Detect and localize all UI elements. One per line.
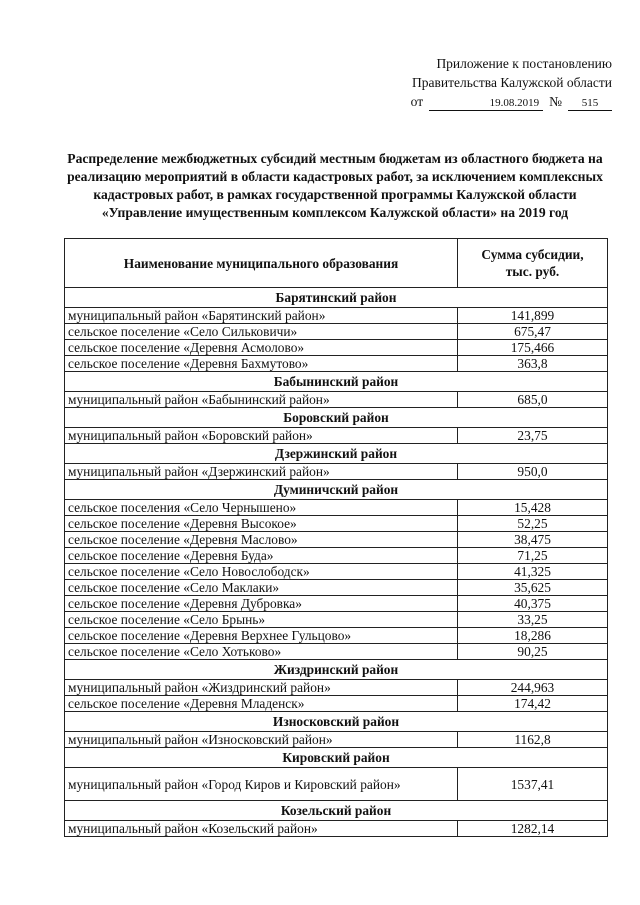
column-header-amount: [458, 239, 608, 288]
district-row: [65, 408, 608, 428]
district-row: [65, 288, 608, 308]
table-row: [65, 580, 608, 596]
district-name: Бабынинский район: [65, 372, 608, 392]
district-name: Кировский район: [65, 748, 608, 768]
municipality-name: муниципальный район «Жиздринский район»: [65, 680, 458, 696]
subsidy-amount: 52,25: [458, 516, 608, 532]
subsidy-amount: 1537,41: [458, 768, 608, 801]
municipality-name: сельское поселение «Село Маклаки»: [65, 580, 458, 596]
municipality-name: муниципальный район «Козельский район»: [65, 821, 458, 837]
municipality-name: муниципальный район «Износковский район»: [65, 732, 458, 748]
district-name: Жиздринский район: [65, 660, 608, 680]
subsidy-amount: 71,25: [458, 548, 608, 564]
table-row: [65, 732, 608, 748]
municipality-name: сельское поселение «Село Сильковичи»: [65, 324, 458, 340]
municipality-name: муниципальный район «Город Киров и Кировский район»: [65, 768, 458, 801]
subsidy-amount: 174,42: [458, 696, 608, 712]
district-name: Дзержинский район: [65, 444, 608, 464]
district-row: [65, 372, 608, 392]
table-row: [65, 768, 608, 801]
table-row: [65, 680, 608, 696]
municipality-name: сельское поселение «Деревня Дубровка»: [65, 596, 458, 612]
table-row: [65, 356, 608, 372]
subsidy-amount: 175,466: [458, 340, 608, 356]
municipality-name: сельское поселение «Деревня Маслово»: [65, 532, 458, 548]
district-row: [65, 712, 608, 732]
table-row: [65, 516, 608, 532]
table-row: [65, 308, 608, 324]
document-title: Распределение межбюджетных субсидий местным бюджетам из областного бюджета на реализацию мероприятий в области кадастровых работ, за исключением комплексных кадастровых работ, в рамках государственной программы Калужской области «Управление имущественным комплексом Калужской области» на 2019 год: [67, 151, 603, 220]
subsidy-amount: 950,0: [458, 464, 608, 480]
table-row: [65, 500, 608, 516]
district-row: [65, 748, 608, 768]
table-row: [65, 340, 608, 356]
subsidy-amount: 141,899: [458, 308, 608, 324]
from-label: от: [410, 94, 424, 109]
subsidy-amount: 363,8: [458, 356, 608, 372]
subsidy-amount: 15,428: [458, 500, 608, 516]
municipality-name: сельское поселения «Село Чернышено»: [65, 500, 458, 516]
column-header-amount-line2: тыс. руб.: [505, 264, 560, 279]
table-row: [65, 628, 608, 644]
district-row: [65, 444, 608, 464]
subsidy-amount: 244,963: [458, 680, 608, 696]
subsidy-amount: 33,25: [458, 612, 608, 628]
column-header-name: Наименование муниципального образования: [65, 239, 458, 288]
table-body: [65, 288, 608, 837]
subsidy-amount: 41,325: [458, 564, 608, 580]
table-row: [65, 464, 608, 480]
decree-reference: [380, 92, 612, 111]
district-name: Думиничский район: [65, 480, 608, 500]
municipality-name: сельское поселение «Село Новослободск»: [65, 564, 458, 580]
table-header-row: [65, 239, 608, 288]
subsidy-amount: 1282,14: [458, 821, 608, 837]
table-row: [65, 324, 608, 340]
district-name: Боровский район: [65, 408, 608, 428]
subsidy-table: [64, 238, 608, 837]
municipality-name: муниципальный район «Бабынинский район»: [65, 392, 458, 408]
table-row: [65, 612, 608, 628]
subsidy-amount: 90,25: [458, 644, 608, 660]
table-row: [65, 428, 608, 444]
appendix-line-1: Приложение к постановлению: [436, 56, 612, 71]
decree-date: 19.08.2019: [429, 96, 543, 111]
municipality-name: сельское поселение «Деревня Асмолово»: [65, 340, 458, 356]
table-row: [65, 548, 608, 564]
subsidy-amount: 685,0: [458, 392, 608, 408]
appendix-line-2: Правительства Калужской области: [411, 75, 612, 90]
district-row: [65, 660, 608, 680]
subsidy-amount: 18,286: [458, 628, 608, 644]
table-row: [65, 596, 608, 612]
column-header-amount-line1: Сумма субсидии,: [481, 247, 584, 262]
municipality-name: сельское поселение «Село Хотьково»: [65, 644, 458, 660]
table-row: [65, 392, 608, 408]
district-name: Козельский район: [65, 801, 608, 821]
subsidy-amount: 40,375: [458, 596, 608, 612]
table-row: [65, 821, 608, 837]
district-row: [65, 480, 608, 500]
district-name: Износковский район: [65, 712, 608, 732]
subsidy-amount: 675,47: [458, 324, 608, 340]
district-name: Барятинский район: [65, 288, 608, 308]
table-row: [65, 564, 608, 580]
decree-number: 515: [568, 96, 612, 111]
appendix-header: [380, 54, 612, 111]
municipality-name: сельское поселение «Деревня Бахмутово»: [65, 356, 458, 372]
table-row: [65, 532, 608, 548]
subsidy-amount: 23,75: [458, 428, 608, 444]
table-row: [65, 644, 608, 660]
district-row: [65, 801, 608, 821]
subsidy-amount: 38,475: [458, 532, 608, 548]
municipality-name: сельское поселение «Деревня Младенск»: [65, 696, 458, 712]
subsidy-amount: 35,625: [458, 580, 608, 596]
table-row: [65, 696, 608, 712]
municipality-name: сельское поселение «Деревня Высокое»: [65, 516, 458, 532]
number-label: №: [549, 94, 562, 109]
municipality-name: муниципальный район «Боровский район»: [65, 428, 458, 444]
municipality-name: муниципальный район «Дзержинский район»: [65, 464, 458, 480]
subsidy-amount: 1162,8: [458, 732, 608, 748]
municipality-name: сельское поселение «Деревня Буда»: [65, 548, 458, 564]
municipality-name: сельское поселение «Село Брынь»: [65, 612, 458, 628]
municipality-name: сельское поселение «Деревня Верхнее Гульцово»: [65, 628, 458, 644]
municipality-name: муниципальный район «Барятинский район»: [65, 308, 458, 324]
